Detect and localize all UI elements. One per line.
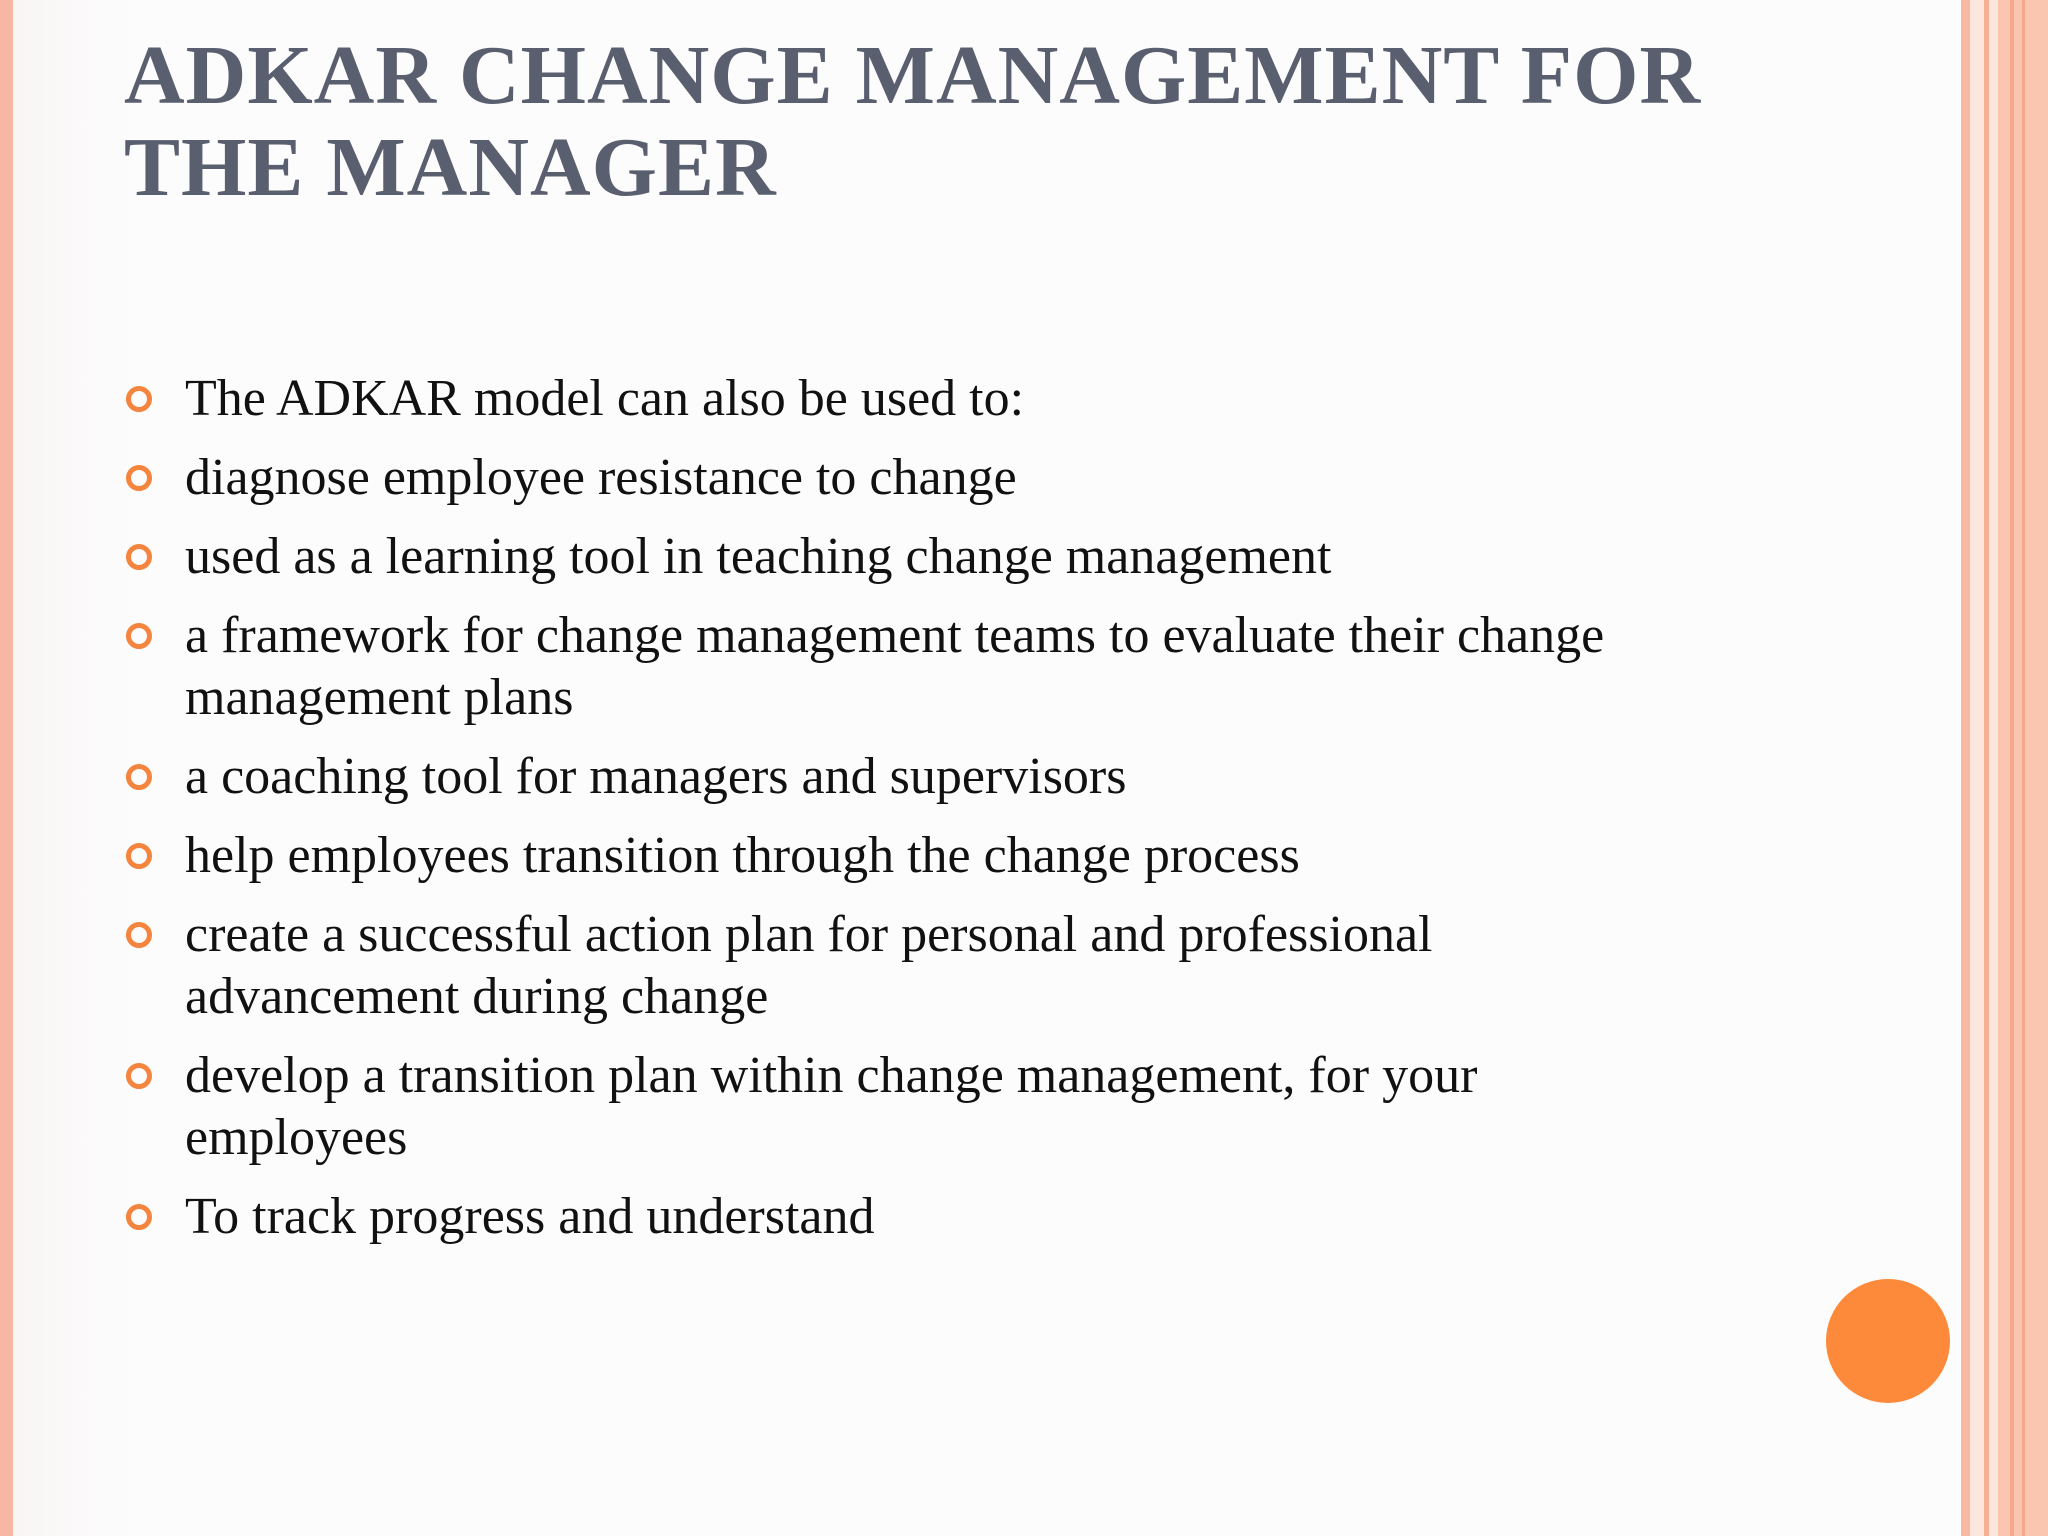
right-border-stripe xyxy=(2010,0,2014,1536)
bullet-icon xyxy=(126,544,152,570)
list-item-text: The ADKAR model can also be used to: xyxy=(185,370,1025,427)
bullet-icon xyxy=(126,623,152,649)
list-item xyxy=(124,904,1684,1028)
list-item-text: a coaching tool for managers and supervisors xyxy=(185,748,1127,805)
list-item xyxy=(124,605,1684,729)
list-item-text: create a successful action plan for personal and professional advancement during change xyxy=(185,906,1433,1025)
bullet-icon xyxy=(126,386,152,412)
list-item-text: help employees transition through the change process xyxy=(185,827,1300,884)
list-item xyxy=(124,825,1684,887)
bullet-icon xyxy=(126,843,152,869)
orange-circle-icon xyxy=(1826,1279,1950,1403)
bullet-icon xyxy=(126,1063,152,1089)
right-border-stripe xyxy=(1961,0,1970,1536)
list-item-text: used as a learning tool in teaching change management xyxy=(185,528,1332,585)
right-border-stripe xyxy=(2022,0,2025,1536)
bullet-icon xyxy=(126,922,152,948)
list-item xyxy=(124,1045,1684,1169)
bullet-list xyxy=(124,368,1684,1265)
right-border-stripe xyxy=(1970,0,1984,1536)
list-item xyxy=(124,1186,1684,1248)
slide-title: ADKAR CHANGE MANAGEMENT FOR THE MANAGER xyxy=(124,29,1702,214)
list-item xyxy=(124,746,1684,808)
bullet-icon xyxy=(126,465,152,491)
bullet-icon xyxy=(126,1204,152,1230)
list-item-text: To track progress and understand xyxy=(185,1188,875,1245)
list-item-text: develop a transition plan within change management, for your employees xyxy=(185,1047,1478,1166)
list-item xyxy=(124,368,1684,430)
list-item-text: a framework for change management teams to evaluate their change management plans xyxy=(185,607,1605,726)
list-item xyxy=(124,526,1684,588)
list-item xyxy=(124,447,1684,509)
list-item-text: diagnose employee resistance to change xyxy=(185,449,1017,506)
right-border-stripe xyxy=(1989,0,1998,1536)
bullet-icon xyxy=(126,764,152,790)
left-border-stripe xyxy=(0,0,13,1536)
